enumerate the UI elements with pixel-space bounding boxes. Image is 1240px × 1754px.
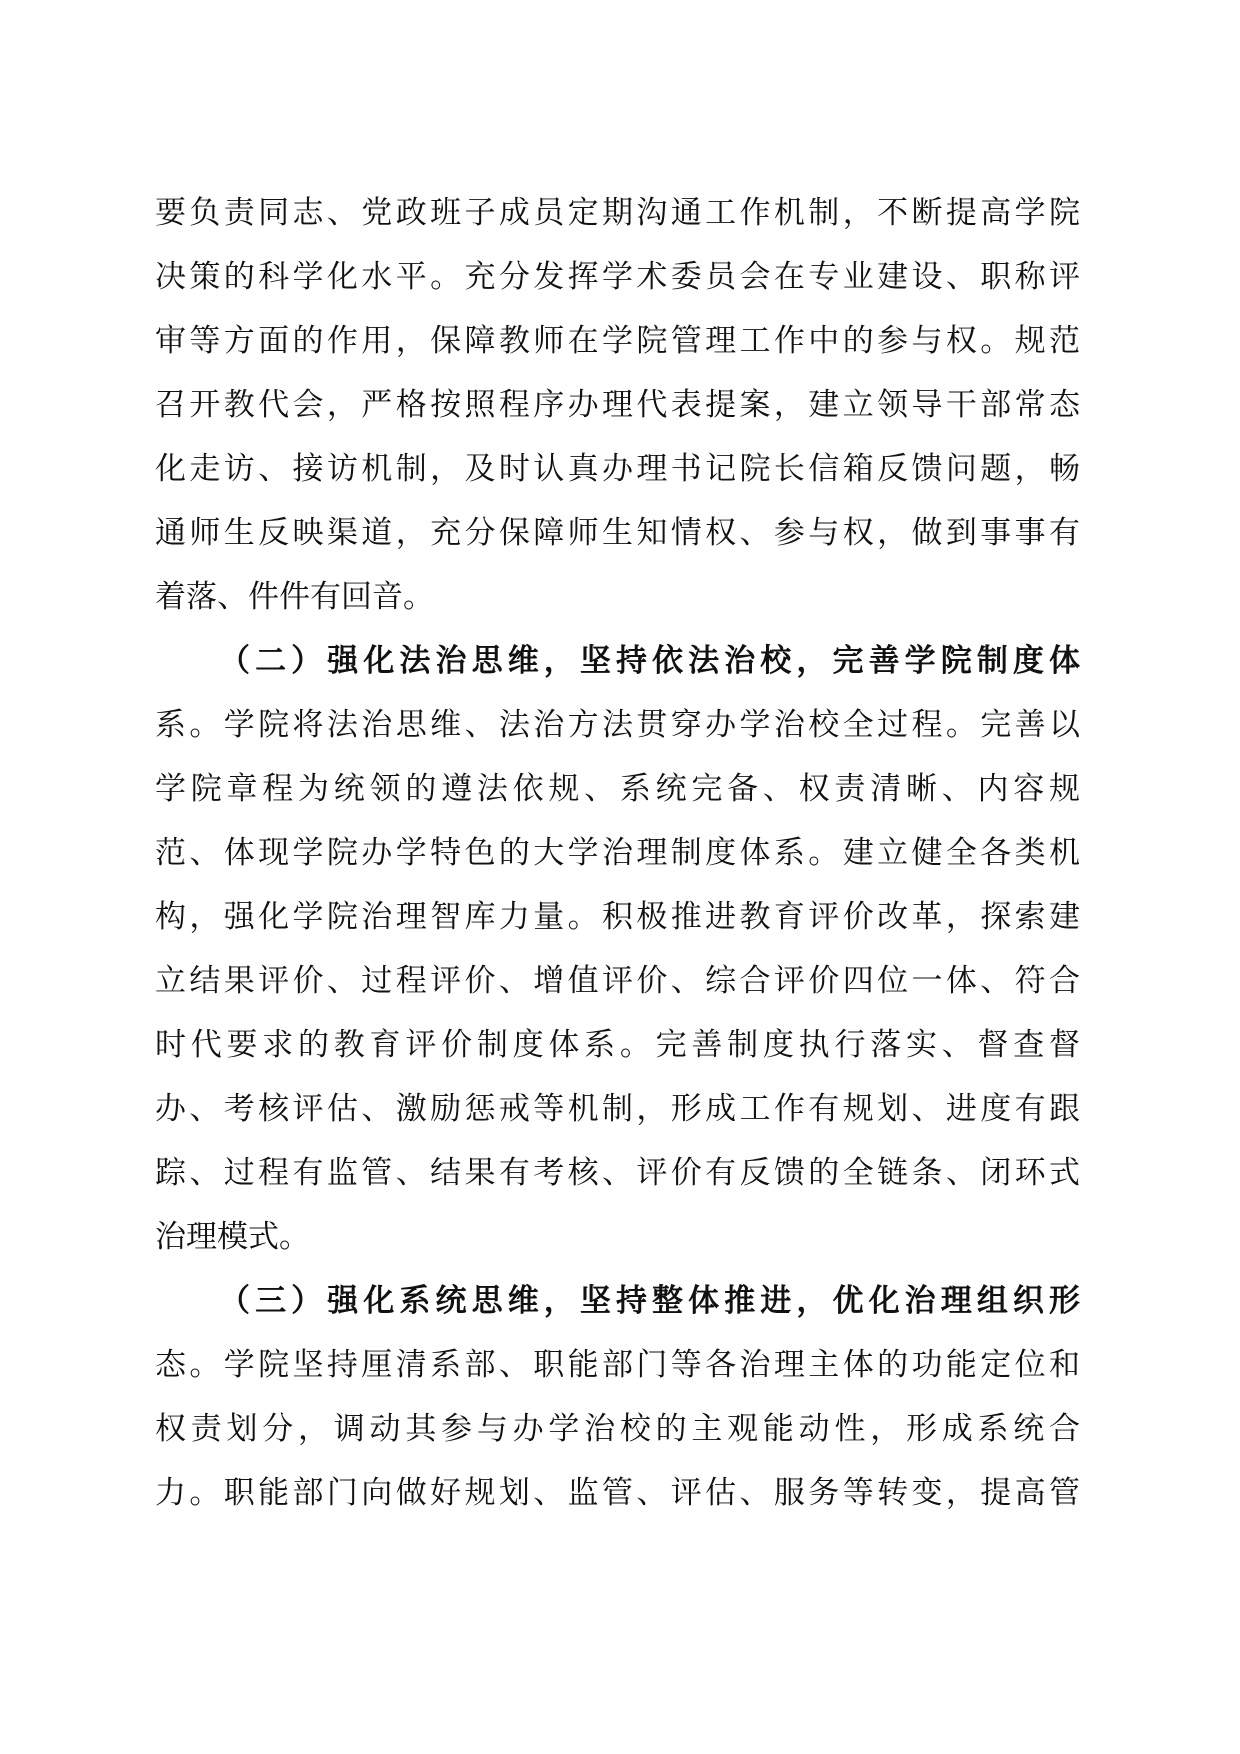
text-line: 着落、件件有回音。 <box>155 579 434 615</box>
text-line: 审等方面的作用，保障教师在学院管理工作中的参与权。规范 <box>155 323 1080 359</box>
text-line: 构，强化学院治理智库力量。积极推进教育评价改革，探索建 <box>155 899 1080 935</box>
text-line: 治理模式。 <box>155 1219 310 1255</box>
section-heading-line: （三）强化系统思维，坚持整体推进，优化治理组织形 <box>219 1283 1080 1319</box>
text-line: 踪、过程有监管、结果有考核、评价有反馈的全链条、闭环式 <box>155 1155 1080 1191</box>
text-line: 时代要求的教育评价制度体系。完善制度执行落实、督查督 <box>155 1027 1080 1063</box>
text-line: 化走访、接访机制，及时认真办理书记院长信箱反馈问题，畅 <box>155 451 1080 487</box>
text-line: 权责划分，调动其参与办学治校的主观能动性，形成系统合 <box>155 1411 1080 1447</box>
text-line: 通师生反映渠道，充分保障师生知情权、参与权，做到事事有 <box>155 515 1080 551</box>
text-line: 办、考核评估、激励惩戒等机制，形成工作有规划、进度有跟 <box>155 1091 1080 1127</box>
text-line: 召开教代会，严格按照程序办理代表提案，建立领导干部常态 <box>155 387 1080 423</box>
body-text <box>155 181 1080 1525</box>
section-heading-line: （二）强化法治思维，坚持依法治校，完善学院制度体 <box>219 643 1080 679</box>
paragraph-3 <box>155 1269 1080 1525</box>
paragraph-1 <box>155 181 1080 629</box>
text-line: 要负责同志、党政班子成员定期沟通工作机制，不断提高学院 <box>155 195 1080 231</box>
text-line: 范、体现学院办学特色的大学治理制度体系。建立健全各类机 <box>155 835 1080 871</box>
text-line: 系。学院将法治思维、法治方法贯穿办学治校全过程。完善以 <box>155 707 1080 743</box>
text-line: 立结果评价、过程评价、增值评价、综合评价四位一体、符合 <box>155 963 1080 999</box>
text-line: 决策的科学化水平。充分发挥学术委员会在专业建设、职称评 <box>155 259 1080 295</box>
text-line: 态。学院坚持厘清系部、职能部门等各治理主体的功能定位和 <box>155 1347 1080 1383</box>
paragraph-2 <box>155 629 1080 1269</box>
text-line: 学院章程为统领的遵法依规、系统完备、权责清晰、内容规 <box>155 771 1080 807</box>
text-line: 力。职能部门向做好规划、监管、评估、服务等转变，提高管 <box>155 1475 1080 1511</box>
